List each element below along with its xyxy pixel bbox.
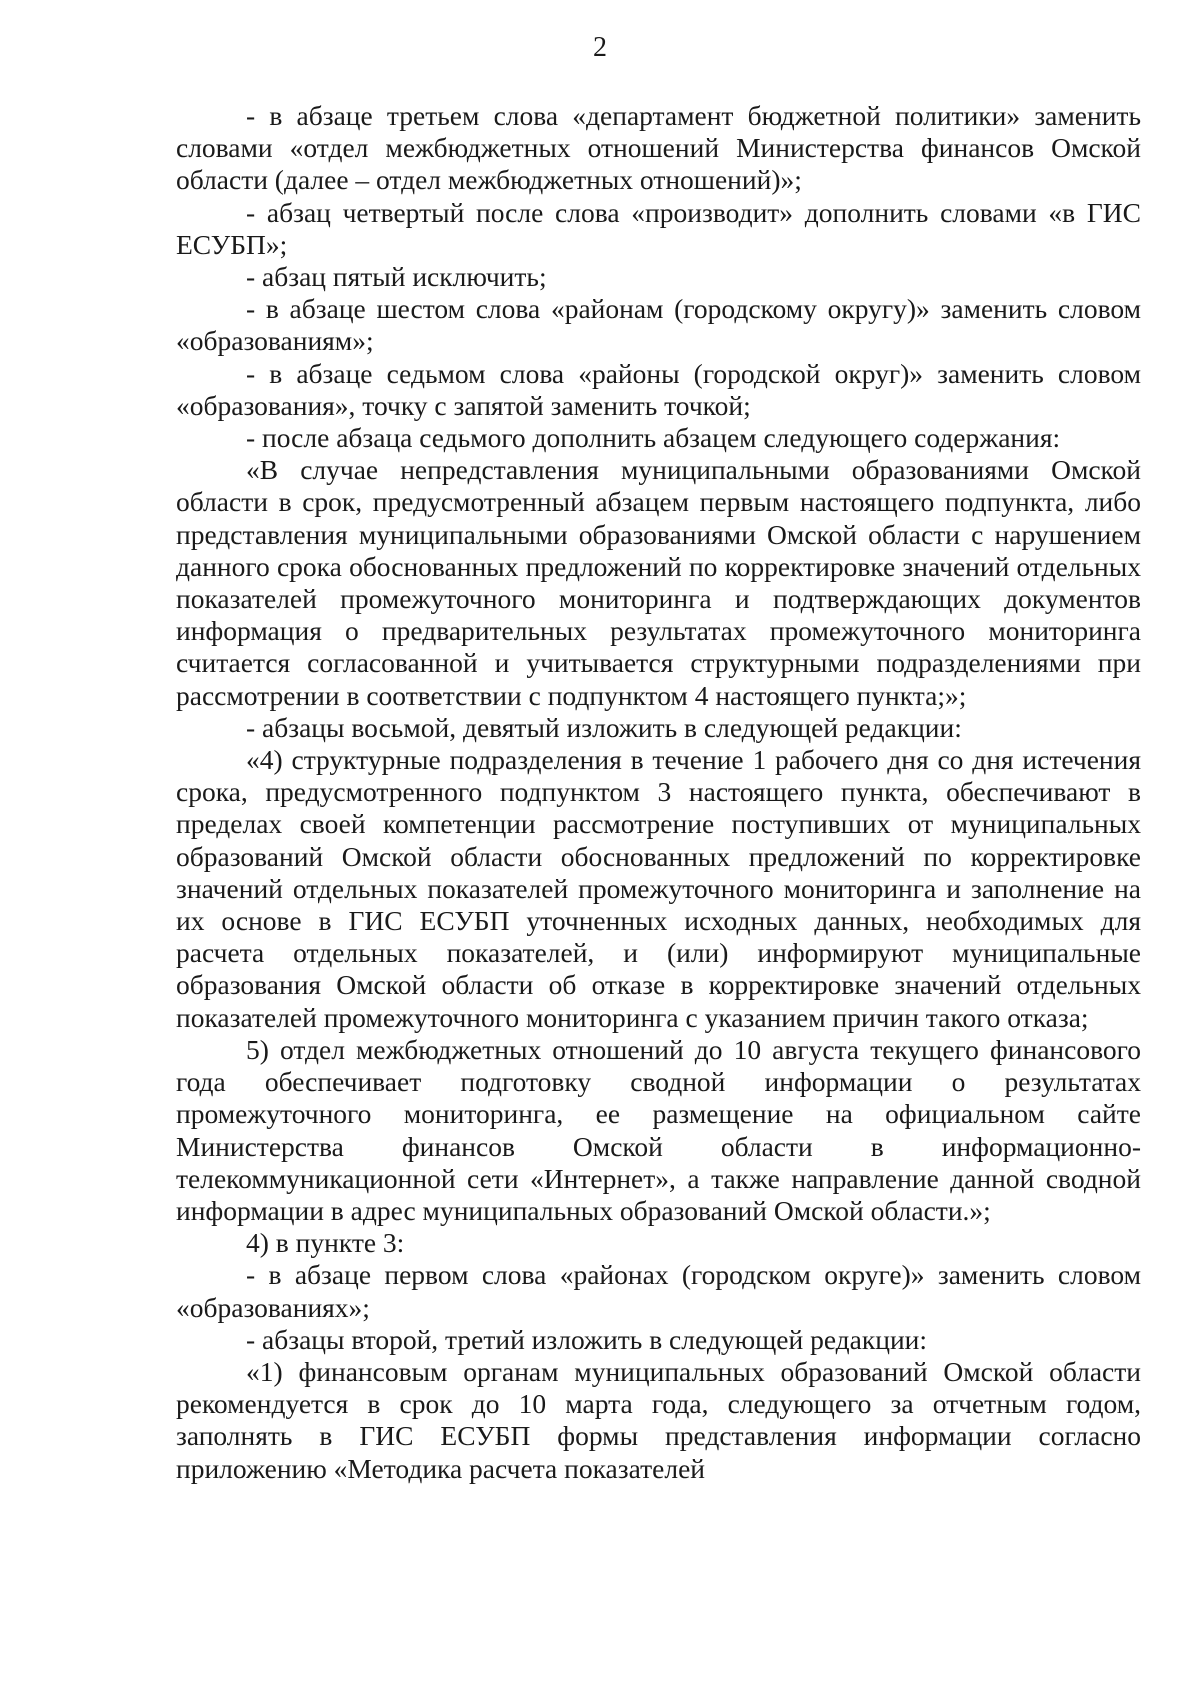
paragraph: - в абзаце шестом слова «районам (городскому округу)» заменить словом «образованиям»; — [176, 293, 1141, 357]
paragraph: - абзацы второй, третий изложить в следующей редакции: — [246, 1323, 928, 1355]
paragraph: - абзацы восьмой, девятый изложить в следующей редакции: — [246, 711, 962, 743]
paragraph: «В случае непредставления муниципальными образованиями Омской области в срок, предусмотренный абзацем первым настоящего подпункта, либо представления муниципальными образованиями Омской области с нарушением данного срока обоснованных предложений по корректировке значений отдельных показателей промежуточного мониторинга и подтверждающих документов информация о предварительных результатах промежуточного мониторинга считается согласованной и учитывается структурными подразделениями при рассмотрении в соответствии с подпунктом 4 настоящего пункта;»; — [176, 454, 1141, 711]
page-number: 2 — [593, 32, 607, 63]
paragraph: 5) отдел межбюджетных отношений до 10 августа текущего финансового года обеспечивает подготовку сводной информации о результатах промежуточного мониторинга, ее размещение на официальном сайте Министерства финансов Омской области в информационно-телекоммуникационной сети «Интернет», а также направление данной сводной информации в адрес муниципальных образований Омской области.»; — [176, 1033, 1141, 1226]
paragraph: - в абзаце третьем слова «департамент бюджетной политики» заменить словами «отдел межбюджетных отношений Министерства финансов Омской области (далее – отдел межбюджетных отношений)»; — [176, 100, 1141, 196]
paragraph: - в абзаце седьмом слова «районы (городской округ)» заменить словом «образования», точку с запятой заменить точкой; — [176, 357, 1141, 421]
paragraph: 4) в пункте 3: — [246, 1227, 405, 1259]
paragraph: - абзац пятый исключить; — [246, 261, 547, 293]
paragraph: «4) структурные подразделения в течение 1 рабочего дня со дня истечения срока, предусмотренного подпунктом 3 настоящего пункта, обеспечивают в пределах своей компетенции рассмотрение поступивших от муниципальных образований Омской области обоснованных предложений по корректировке значений отдельных показателей промежуточного мониторинга и заполнение на их основе в ГИС ЕСУБП уточненных исходных данных, необходимых для расчета отдельных показателей, и (или) информируют муниципальные образования Омской области об отказе в корректировке значений отдельных показателей промежуточного мониторинга с указанием причин такого отказа; — [176, 744, 1141, 1033]
paragraph: - абзац четвертый после слова «производит» дополнить словами «в ГИС ЕСУБП»; — [176, 196, 1141, 260]
paragraph: - после абзаца седьмого дополнить абзацем следующего содержания: — [246, 422, 1061, 454]
paragraph: «1) финансовым органам муниципальных образований Омской области рекомендуется в срок до 10 марта года, следующего за отчетным годом, заполнять в ГИС ЕСУБП формы представления информации согласно приложению «Методика расчета показателей — [176, 1355, 1141, 1484]
paragraph: - в абзаце первом слова «районах (городском округе)» заменить словом «образованиях»; — [176, 1259, 1141, 1323]
document-body — [176, 100, 1141, 1485]
